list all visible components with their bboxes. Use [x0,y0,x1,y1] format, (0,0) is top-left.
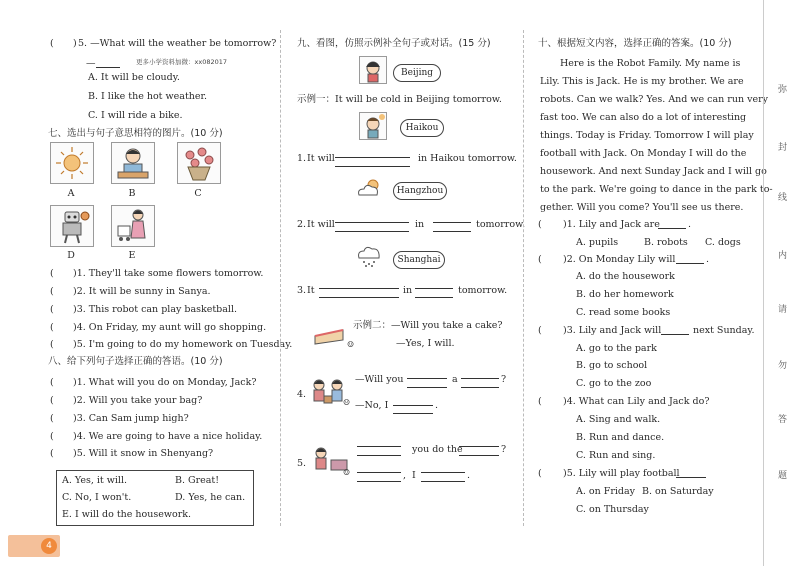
right-column [530,0,773,566]
question-text: . [467,470,471,481]
margin-char: 封 [778,143,788,153]
option: C. go to the zoo [576,378,652,389]
answer-blank[interactable] [461,378,499,388]
city-bubble-hangzhou: Hangzhou [393,182,447,200]
question-text: in Haikou tomorrow. [418,153,517,164]
answer-blank[interactable] [676,254,704,264]
section-title: 十、根据短文内容，选择正确的答案。(10 分) [538,38,732,49]
question-text: ) [73,38,77,49]
option: C. I will ride a bike. [88,110,183,121]
passage-line: to the park. We're going to dance in the park to- [540,184,773,195]
question-text: )4. What can Lily and Jack do? [563,396,710,407]
question-text: It will [307,219,335,230]
option: A. Sing and walk. [576,414,661,425]
question-text: , [403,470,407,481]
option: A. do the housework [576,271,675,282]
question-text: )3. Lily and Jack will [563,325,662,336]
question-text: )3. This robot can play basketball. [73,304,238,315]
question-text: )2. It will be sunny in Sanya. [73,286,211,297]
option: B. on Saturday [642,486,714,497]
margin-char: 勿 [778,361,788,371]
answer-blank[interactable] [407,378,447,388]
answer-blank[interactable] [319,288,399,298]
answer-blank[interactable] [415,288,453,298]
page-number-badge [8,535,60,557]
question-text: a [452,374,458,385]
paren: ( [538,468,542,479]
dash: — [86,58,96,69]
answer-option: E. I will do the housework. [62,509,192,520]
section-title: 七、选出与句子意思相符的图片。(10 分) [48,128,223,139]
answer-blank[interactable] [335,222,409,232]
question-text: )5. Will it snow in Shenyang? [73,448,214,459]
answer-option: B. Great! [175,475,220,486]
question-text: tomorrow. [458,285,508,296]
margin-char: 请 [778,305,788,315]
passage-line: robots. Can we walk? Yes. And we can run very [540,94,768,105]
question-text: you do the [412,444,463,455]
question-text: 5. —What will the weather be tomorrow? [78,38,277,49]
answer-blank[interactable] [96,58,120,68]
picture-label: B [128,188,136,199]
city-bubble-beijing: Beijing [393,64,441,82]
page-number: 4 [41,538,57,554]
option: C. Run and sing. [576,450,656,461]
option: A. pupils [576,237,619,248]
question-text: ? [501,374,507,385]
paren: ( [538,396,542,407]
picture-robot-basketball [50,205,94,247]
question-text: —Will you [355,374,404,385]
question-text: )1. Lily and Jack are [563,219,660,230]
answer-blank[interactable] [459,446,499,456]
option: B. robots [644,237,688,248]
paren: ( [50,377,54,388]
paren: ( [50,448,54,459]
question-number: 2. [297,219,307,230]
question-text: next Sunday. [693,325,755,336]
margin-char: 内 [778,251,788,261]
paren: ( [50,268,54,279]
middle-column [285,0,525,566]
paren: ( [50,395,54,406]
paren: ( [50,304,54,315]
option: A. go to the park [576,343,657,354]
picture-sun [50,142,94,184]
question-text: )2. On Monday Lily will [563,254,676,265]
paren: ( [538,254,542,265]
passage-line: Here is the Robot Family. My name is [560,58,741,69]
question-text: in [403,285,413,296]
option: B. go to school [576,360,648,371]
margin-char: 弥 [778,85,788,95]
paren: ( [50,38,54,49]
answer-blank[interactable] [658,219,686,229]
passage-line: housework. And next Sunday Jack and I will go [540,166,767,177]
passage-line: Lily. This is Jack. He is my brother. We are [540,76,744,87]
picture-label: C [194,188,202,199]
picture-label: D [67,250,75,261]
question-text: It will [307,153,335,164]
answer-option: D. Yes, he can. [175,492,246,503]
smile-icon: ☺ [347,340,355,349]
option: A. It will be cloudy. [88,72,180,83]
column-divider [523,30,524,526]
question-text: tomorrow. [476,219,526,230]
question-text: )4. We are going to have a nice holiday. [73,431,263,442]
passage-line: football with Jack. On Monday I will do the [540,148,747,159]
picture-woman-shopping [111,205,155,247]
question-text: ? [501,444,507,455]
question-number: 3. [297,285,307,296]
margin-char: 答 [778,415,788,425]
watermark-text: 更多小学资料加微：xx082017 [136,58,228,66]
picture-cold-girl [359,56,387,84]
picture-boy-desk [111,142,155,184]
period: . [688,219,692,230]
picture-hot-boy [359,112,387,140]
answer-option: C. No, I won't. [62,492,132,503]
period: . [706,254,710,265]
question-text: It [307,285,315,296]
option: C. on Thursday [576,504,649,515]
option: C. dogs [705,237,741,248]
question-text: )2. Will you take your bag? [73,395,203,406]
picture-flowers [177,142,221,184]
option: B. Run and dance. [576,432,665,443]
question-text: )5. Lily will play football [563,468,680,479]
example-text: —Yes, I will. [396,338,455,349]
option: C. read some books [576,307,671,318]
question-text: )1. They'll take some flowers tomorrow. [73,268,264,279]
passage-line: fast too. We can also do a lot of interesting [540,112,747,123]
option: B. do her homework [576,289,674,300]
question-number: 5. [297,458,307,469]
passage-line: things. Today is Friday. Tomorrow I will play [540,130,754,141]
answer-blank[interactable] [357,472,401,482]
question-text: )3. Can Sam jump high? [73,413,189,424]
question-text: )5. I'm going to do my homework on Tuesday. [73,339,293,350]
answer-blank[interactable] [676,468,706,478]
cloud-sun-icon [355,177,383,199]
answer-blank[interactable] [335,157,410,167]
question-text: in [415,219,425,230]
question-text: —No, I [355,400,389,411]
binding-margin [763,0,800,566]
example-text: 示例二：—Will you take a cake? [353,320,503,331]
section-title: 八、给下列句子选择正确的答语。(10 分) [48,356,223,367]
paren: ( [50,322,54,333]
paren: ( [50,286,54,297]
section-title: 九、看图，仿照示例补全句子或对话。(15 分) [297,38,491,49]
question-text: I [412,470,416,481]
left-column [0,0,293,566]
paren: ( [50,431,54,442]
sad-icon: ☹ [343,398,351,407]
answer-option: A. Yes, it will. [62,475,128,486]
question-text: . [435,400,439,411]
question-number: 4. [297,389,307,400]
answer-blank[interactable] [393,404,433,414]
city-bubble-shanghai: Shanghai [393,251,445,269]
answer-blank[interactable] [421,472,465,482]
paren: ( [538,219,542,230]
passage-line: gether. Will you come? You'll see us there. [540,202,744,213]
cloud-snow-icon [355,244,383,268]
column-divider [280,30,281,526]
answer-blank[interactable] [357,446,401,456]
option: B. I like the hot weather. [88,91,208,102]
city-bubble-haikou: Haikou [400,119,444,137]
answer-options-box [56,470,254,526]
example-text: 示例一：It will be cold in Beijing tomorrow. [297,94,502,105]
margin-char: 题 [778,471,788,481]
picture-label: A [67,188,75,199]
paren: ( [50,339,54,350]
smile-icon: ☺ [343,468,351,477]
answer-blank[interactable] [433,222,471,232]
paren: ( [538,325,542,336]
cake-icon [311,320,347,348]
margin-char: 线 [778,193,788,203]
question-text: )1. What will you do on Monday, Jack? [73,377,257,388]
question-number: 1. [297,153,307,164]
paren: ( [50,413,54,424]
picture-label: E [128,250,136,261]
answer-blank[interactable] [661,325,689,335]
option: A. on Friday [576,486,636,497]
question-text: )4. On Friday, my aunt will go shopping. [73,322,267,333]
